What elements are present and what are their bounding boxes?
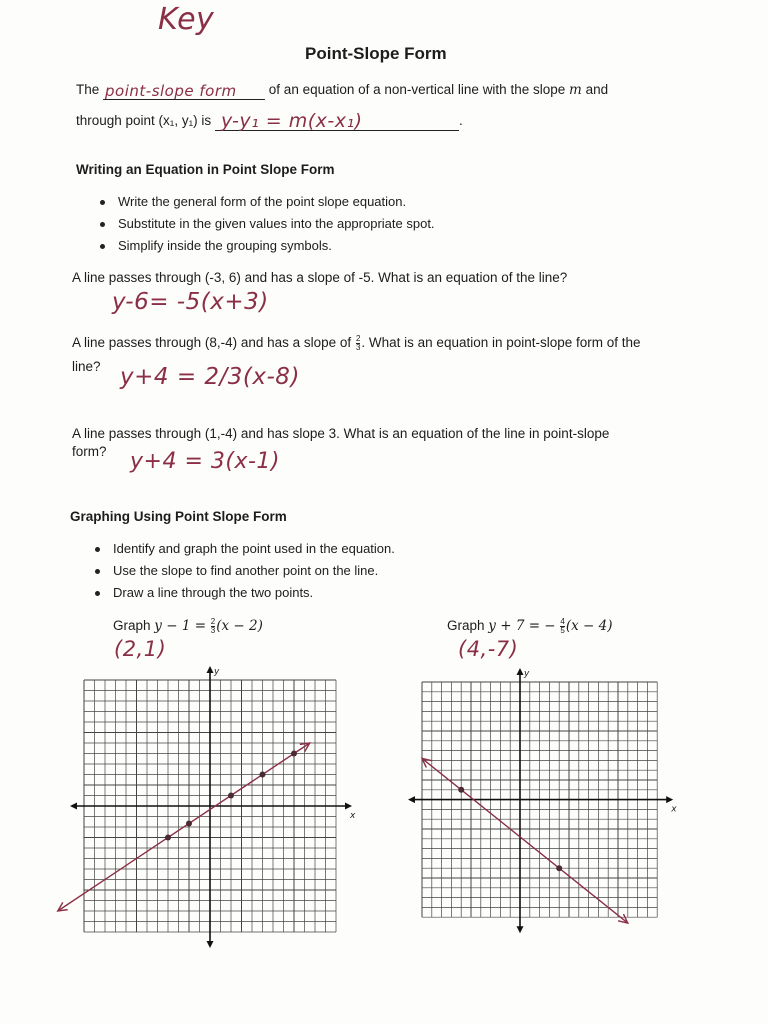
x-axis-arrow-right [345,803,352,810]
intro-part-1: of an equation of a non-vertical line with the slope [268,82,566,97]
x-axis-arrow-right [666,796,673,803]
graph-1-frac-num: 2 [210,616,216,626]
q2-slope-fraction [356,335,360,352]
y-axis-label: y [524,669,530,679]
q2-frac-den: 3 [355,342,361,352]
question-3: A line passes through (1,-4) and has slope 3. What is an equation of the line in point-slope [72,426,610,441]
question-2 [72,334,732,352]
intro-m: m [569,82,582,98]
graph-2-frac-den: 5 [560,625,565,635]
answer-2: y+4 = 2/3(x-8) [120,364,300,390]
plotted-point [556,865,562,871]
question-1: A line passes through (-3, 6) and has a slope of -5. What is an equation of the line? [72,270,568,285]
graph-1-word: Graph [113,618,151,633]
list-item: Identify and graph the point used in the equation. [93,538,693,560]
graph-2-eq-right: (x − 4) [565,618,613,634]
line-arrow-start [58,902,68,911]
answer-1: y-6= -5(x+3) [112,289,269,315]
key-label: Key [158,2,215,37]
x-axis-arrow-left [70,803,77,810]
plotted-point [458,787,464,793]
graphing-steps-list [93,538,693,604]
graph-2-frac-num: 4 [560,616,565,626]
intro-part-2: through point (x₁, y₁) is [76,113,212,128]
writing-steps-list [98,191,698,257]
y-axis-arrow-up [517,668,524,675]
graph-1-frac-den: 3 [210,625,216,635]
graph-2-coordinate-grid [400,662,677,932]
list-item: Use the slope to find another point on the line. [93,560,693,582]
y-axis-label: y [214,667,220,677]
q2-text-a: A line passes through (8,-4) and has a slope of [72,335,352,350]
blank-formula [215,110,459,131]
intro-line-1 [76,80,716,100]
graph-1-slope-fraction [211,618,215,635]
section-writing-heading: Writing an Equation in Point Slope Form [76,162,335,177]
plotted-point [291,751,297,757]
intro-line-2 [76,110,716,131]
plotted-point [186,821,192,827]
y-axis-arrow-down [207,941,214,948]
graph-1-coordinate-grid [50,662,356,932]
y-axis-arrow-down [517,926,524,933]
x-axis-label: x [671,804,677,815]
graph-2-eq-left: y + 7 = − [488,618,556,634]
page-title: Point-Slope Form [305,44,447,63]
handwritten-point-slope-form: point-slope form [105,82,237,100]
blank-point-slope-form [103,80,265,100]
plotted-point [165,835,171,841]
intro-the: The [76,82,100,97]
y-axis-arrow-up [207,666,214,673]
x-axis-arrow-left [408,796,415,803]
question-2-cont: line? [72,359,101,374]
graph-1-prompt [113,617,263,635]
plotted-point [260,772,266,778]
graph-2-prompt [447,617,612,635]
intro-and: and [585,82,609,97]
plotted-point [228,793,234,799]
handwritten-formula: y-y₁ = m(x-x₁) [220,110,363,132]
list-item: Substitute in the given values into the appropriate spot. [98,213,698,235]
graphed-line [422,758,628,923]
q2-text-b: . What is an equation in point-slope form of the [361,335,641,350]
graph-2-word: Graph [447,618,485,633]
x-axis-label: x [350,811,356,821]
graph-1-answer: (2,1) [114,637,167,661]
list-item: Write the general form of the point slope equation. [98,191,698,213]
graph-2-answer: (4,-7) [458,637,519,661]
graph-2-slope-fraction [560,618,564,635]
intro-period: . [458,113,463,128]
graph-1-eq-right: (x − 2) [216,618,263,634]
graph-1-eq-left: y − 1 = [154,618,207,634]
list-item: Draw a line through the two points. [93,582,693,604]
list-item: Simplify inside the grouping symbols. [98,235,698,257]
q2-frac-num: 2 [355,333,361,343]
question-3-cont: form? [72,444,107,459]
answer-3: y+4 = 3(x-1) [130,449,280,474]
section-graphing-heading: Graphing Using Point Slope Form [70,509,287,524]
